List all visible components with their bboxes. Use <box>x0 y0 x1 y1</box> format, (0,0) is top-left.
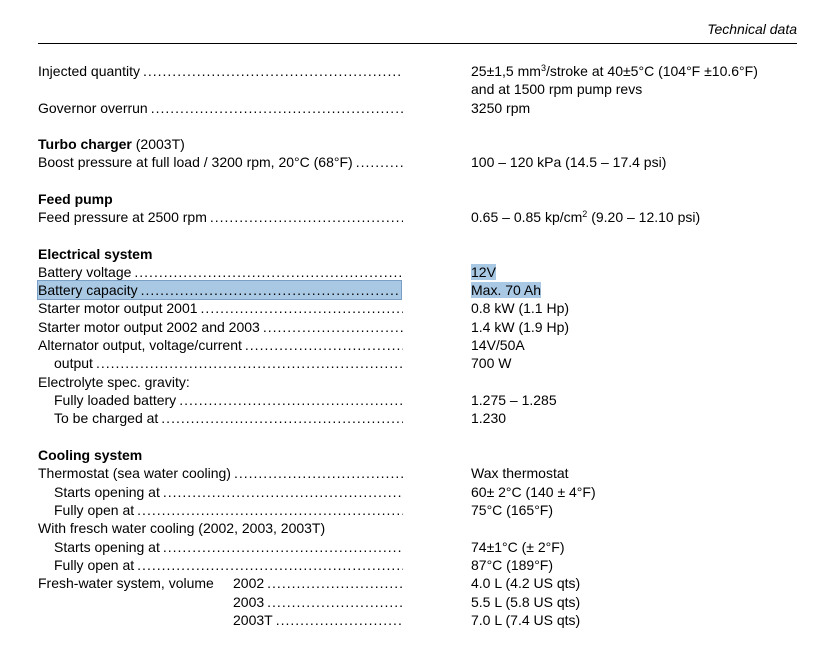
spec-label-fresh-water-cooling: With fresch water cooling (2002, 2003, 2003T) <box>38 520 326 536</box>
spec-value <box>471 281 541 299</box>
leader-dots <box>267 593 403 611</box>
spec-label: output ..... <box>54 354 403 372</box>
leader-dots <box>137 556 403 574</box>
spec-value <box>471 263 496 281</box>
spec-label: Fully open at ..... <box>54 556 403 574</box>
leader-dots <box>245 336 403 354</box>
spec-row-battery-capacity <box>38 281 798 299</box>
selection-highlight: 12V <box>471 264 496 280</box>
spec-label: Feed pressure at 2500 rpm ..... <box>38 208 403 226</box>
leader-dots <box>163 538 403 556</box>
leader-dots <box>134 263 403 281</box>
spec-value: 0.8 kW (1.1 Hp) <box>471 300 570 316</box>
spec-label: Boost pressure at full load / 3200 rpm, 20°C (68°F) ..... <box>38 153 403 171</box>
leader-dots <box>234 464 403 482</box>
leader-dots <box>96 354 403 372</box>
spec-row-starts-opening <box>38 483 798 501</box>
spec-row-fresh-starts-opening <box>38 538 798 556</box>
spec-value: and at 1500 rpm pump revs <box>471 81 643 97</box>
leader-dots <box>179 391 403 409</box>
spec-value: 14V/50A <box>471 337 525 353</box>
spec-row-fresh-fully-open <box>38 556 798 574</box>
spec-value: 1.230 <box>471 410 507 426</box>
spec-value: 5.5 L (5.8 US qts) <box>471 594 581 610</box>
spec-value: 100 – 120 kPa (14.5 – 17.4 psi) <box>471 154 667 170</box>
page-header <box>38 18 797 44</box>
spec-row-starter-2002-2003 <box>38 318 798 336</box>
spec-value: Wax thermostat <box>471 465 569 481</box>
spec-value: 60± 2°C (140 ± 4°F) <box>471 484 596 500</box>
spec-row-to-be-charged <box>38 409 798 427</box>
leader-dots <box>267 574 403 592</box>
selection-highlight: Max. 70 Ah <box>471 282 542 298</box>
spec-row-alternator-output <box>38 354 798 372</box>
spec-label: Injected quantity ..... <box>38 62 403 80</box>
leader-dots <box>151 99 403 117</box>
spec-value: 4.0 L (4.2 US qts) <box>471 575 581 591</box>
spec-row-volume-2003t <box>38 611 798 629</box>
section-heading-feed-pump: Feed pump <box>38 191 113 207</box>
leader-dots <box>263 318 403 336</box>
spec-row-volume-2002 <box>38 574 798 592</box>
section-heading-electrical: Electrical system <box>38 246 153 262</box>
spec-row-governor-overrun <box>38 99 798 117</box>
leader-dots <box>210 208 403 226</box>
leader-dots <box>276 611 403 629</box>
spec-row-thermostat <box>38 464 798 482</box>
spec-row-battery-voltage <box>38 263 798 281</box>
spec-label-selected: Battery capacity ..... <box>38 281 401 299</box>
spec-row-injected-quantity-cont <box>38 80 798 98</box>
spec-value: 75°C (165°F) <box>471 502 554 518</box>
spec-label: Starts opening at ..... <box>54 538 403 556</box>
spec-row-boost-pressure <box>38 153 798 171</box>
section-heading-cooling: Cooling system <box>38 447 143 463</box>
spec-row-fully-loaded <box>38 391 798 409</box>
spec-value: 25±1,5 $mm^3$/stroke at 40±5°C (104°F ±10.6°F) <box>471 63 758 79</box>
spec-value: 7.0 L (7.4 US qts) <box>471 612 581 628</box>
spec-row-starter-2001 <box>38 299 798 317</box>
leader-dots <box>141 281 401 299</box>
spec-value: 74±1°C (± 2°F) <box>471 539 565 555</box>
spec-label: Thermostat (sea water cooling) ..... <box>38 464 403 482</box>
spec-label-electrolyte: Electrolyte spec. gravity: <box>38 374 190 390</box>
spec-label: Starter motor output 2001 ..... <box>38 299 403 317</box>
spec-label: To be charged at ..... <box>54 409 403 427</box>
leader-dots <box>356 153 403 171</box>
spec-value: 1.275 – 1.285 <box>471 392 557 408</box>
spec-label: Starts opening at ..... <box>54 483 403 501</box>
section-heading-turbo: Turbo charger (2003T) <box>38 136 185 152</box>
spec-row-volume-2003 <box>38 593 798 611</box>
leader-dots <box>163 483 403 501</box>
spec-label: Governor overrun ..... <box>38 99 403 117</box>
leader-dots <box>137 501 403 519</box>
spec-label: Fully open at ..... <box>54 501 403 519</box>
leader-dots <box>161 409 403 427</box>
leader-dots <box>143 62 403 80</box>
spec-label-model: 2003T ..... <box>233 611 403 629</box>
spec-value: 0.65 – 0.85 $kp/cm^2$ (9.20 – 12.10 psi) <box>471 209 701 225</box>
spec-label: Fully loaded battery ..... <box>54 391 403 409</box>
spec-label: Fresh-water system, volume <box>38 575 214 591</box>
spec-value: 1.4 kW (1.9 Hp) <box>471 319 570 335</box>
spec-value: 700 W <box>471 355 512 371</box>
spec-row-fully-open <box>38 501 798 519</box>
spec-row-injected-quantity <box>38 62 798 80</box>
spec-row-alternator <box>38 336 798 354</box>
spec-value: 3250 rpm <box>471 100 531 116</box>
spec-label: Battery voltage ..... <box>38 263 403 281</box>
spec-label: Starter motor output 2002 and 2003 ..... <box>38 318 403 336</box>
leader-dots <box>201 299 403 317</box>
spec-label: Alternator output, voltage/current ..... <box>38 336 403 354</box>
header-title: Technical data <box>707 21 797 37</box>
spec-label-model: 2002 ..... <box>233 574 403 592</box>
spec-value: 87°C (189°F) <box>471 557 554 573</box>
spec-label-model: 2003 ..... <box>233 593 403 611</box>
spec-row-feed-pressure <box>38 208 798 226</box>
